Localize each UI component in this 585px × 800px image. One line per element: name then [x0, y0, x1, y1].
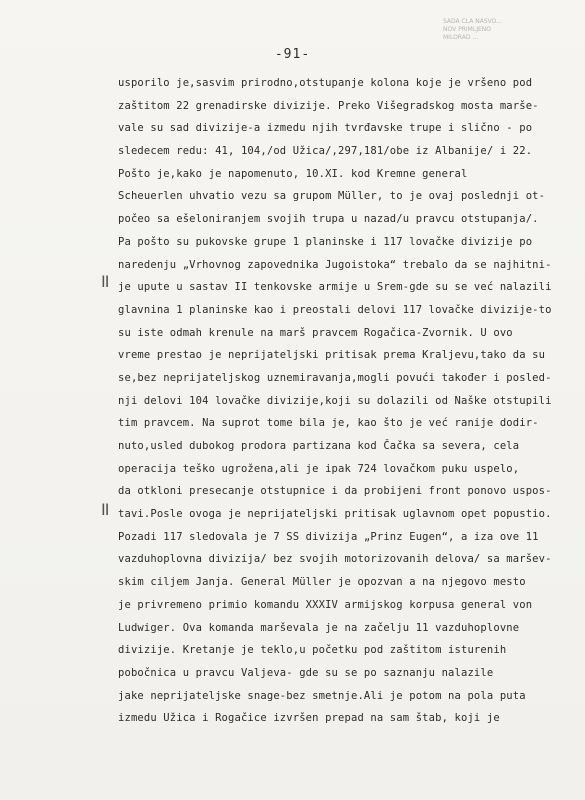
text-line: divizije. Kretanje je teklo,u početku pod zaštitom isturenih [118, 644, 507, 657]
text-line: Pa pošto su pukovske grupe 1 planinske i 117 lovačke divizije po [118, 235, 533, 248]
margin-mark: II [101, 272, 109, 291]
text-line: da otkloni presecanje otstupnice i da probijeni front ponovo uspos- [118, 485, 552, 498]
archive-stamp [443, 18, 563, 42]
text-line: nuto,usled dubokog prodora partizana kod Čačka sa severa, cela [118, 440, 520, 452]
stamp-line: NOV PRIMLJENO [443, 26, 491, 33]
text-line: usporilo je,sasvim prirodno,otstupanje kolona koje je vršeno pod [118, 77, 533, 89]
text-line: vreme prestao je neprijateljski pritisak prema Kraljevu,tako da su [118, 349, 546, 362]
text-line: izmedu Užica i Rogačice izvršen prepad na sam štab, koji je [118, 712, 500, 725]
text-line: je upute u sastav II tenkovske armije u Srem-gde su se već nalazili [118, 281, 552, 294]
text-line: nji delovi 104 lovačke divizije,koji su dolazili od Naške otstupili [118, 394, 552, 407]
margin-mark: II [101, 500, 109, 519]
text-line: Scheuerlen uhvatio vezu sa grupom Müller, to je ovaj poslednji ot- [118, 190, 546, 203]
text-line: se,bez neprijateljskog uznemiravanja,mogli povući također i posled- [118, 371, 552, 384]
text-line: Ludwiger. Ova komanda marševala je na začelju 11 vazduhoplovne [118, 621, 520, 634]
text-line: vale su sad divizije-a izmedu njih tvrđavske trupe i slično - po [118, 122, 533, 135]
stamp-line: MILORAD ... [443, 34, 479, 41]
text-line: zaštitom 22 grenadirske divizije. Preko Višegradskog mosta marše- [118, 99, 539, 112]
body-text [118, 72, 558, 730]
text-line: su iste odmah krenule na marš pravcem Rogačica-Zvornik. U ovo [118, 326, 513, 339]
text-line: Pozadi 117 sledovala je 7 SS divizija „Prinz Eugen“, a iza ove 11 [118, 530, 539, 543]
text-line: naredenju „Vrhovnog zapovednika Jugoistoka“ trebalo da se najhitni- [118, 258, 552, 271]
text-line: Pošto je,kako je napomenuto, 10.XI. kod Kremne general [118, 167, 468, 180]
text-line: operacija teško ugrožena,ali je ipak 724 lovačkom puku uspelo, [118, 462, 520, 475]
text-line: jake neprijateljske snage-bez smetnje.Ali je potom na pola puta [118, 689, 526, 702]
text-line: pobočnica u pravcu Valjeva- gde su se po saznanju nalazile [118, 666, 494, 679]
text-line: počeo sa ešeloniranjem svojih trupa u nazad/u pravcu otstupanja/. [118, 213, 539, 226]
text-line: je privremeno primio komandu XXXIV armijskog korpusa general von [118, 598, 533, 611]
text-line: tavi.Posle ovoga je neprijateljski pritisak uglavnom opet popustio. [118, 508, 552, 521]
stamp-line: SADA ČLA NASVO... [443, 18, 502, 25]
text-line: vazduhoplovna divizija/ bez svojih motorizovanih delova/ sa maršev- [118, 553, 552, 566]
page-number: -91- [274, 47, 311, 62]
text-line: skim ciljem Janja. General Müller je opozvan a na njegovo mesto [118, 576, 526, 589]
text-line: sledecem redu: 41, 104,/od Užica/,297,181/obe iz Albanije/ i 22. [118, 145, 533, 158]
text-line: tim pravcem. Na suprot tome bila je, kao što je već ranije dodir- [118, 417, 539, 430]
text-line: glavnina 1 planinske kao i preostali delovi 117 lovačke divizije-to [118, 303, 552, 316]
